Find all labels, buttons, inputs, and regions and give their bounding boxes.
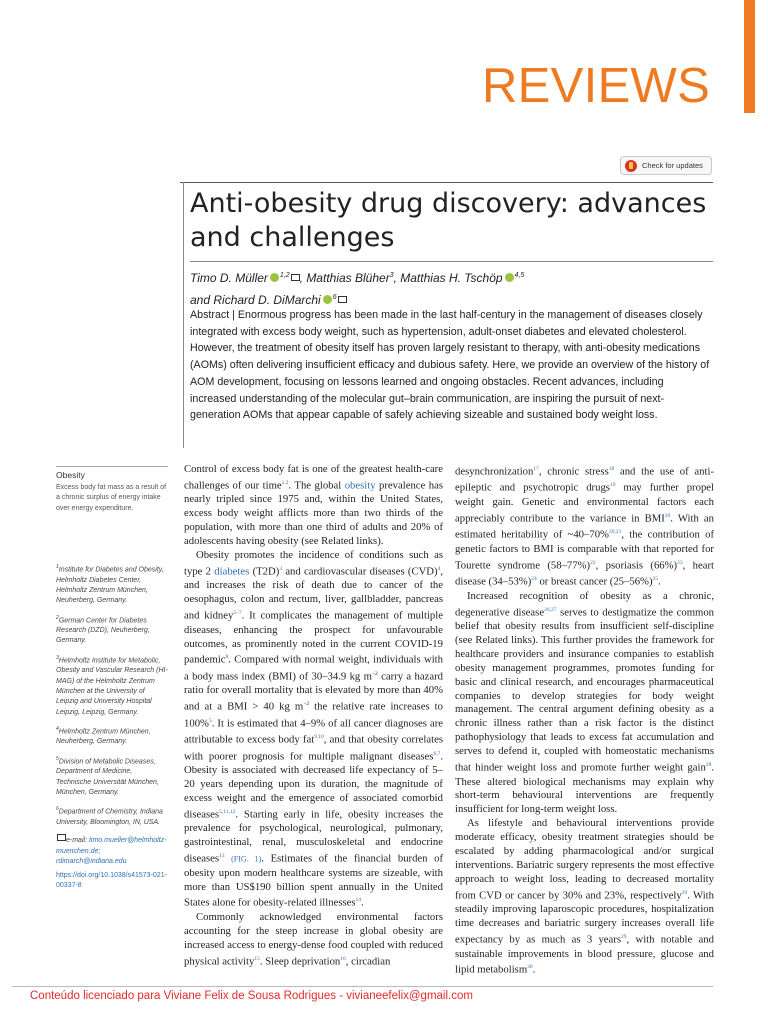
abstract — [190, 307, 710, 424]
author-name[interactable]: Matthias H. Tschöp — [400, 271, 503, 285]
check-for-updates-label: Check for updates — [642, 161, 703, 170]
glossary-term: Obesity — [56, 470, 85, 480]
abstract-label: Abstract — [190, 309, 230, 321]
author-name[interactable]: Timo D. Müller — [190, 271, 268, 285]
check-for-updates-button[interactable] — [620, 156, 712, 175]
glossary-definition: Excess body fat mass as a result of a chronic surplus of energy intake over energy expenditure. — [56, 484, 167, 512]
author-affiliation-sup: 3 — [389, 272, 394, 279]
author-affiliation-sup: 6 — [332, 294, 337, 301]
author-list — [190, 266, 710, 310]
body-paragraph: desynchronization$^{17}$, chronic stress$^{18}$ and the use of anti-epileptic and psychotropic drugs$^{19}$ may further propel weight gain. Genetic and environmental factors each appreciably contribute to the variance in BMI$^{20}$. With an estimated heritability of ~40–70%$^{20,21}$, the contribution of genetic factors to BMI is comparable with that reported for Tourette syndrome $(58-77\%)^{22}$, psoriasis $(66\%)^{23}$, heart disease $(34-53\%)^{24}$ or breast cancer $(25-56\%)^{25}$. — [455, 465, 715, 588]
body-paragraph: Obesity promotes the incidence of conditions such as type 2 diabetes $(T2D)^3$ and cardiovascular diseases (CVD)$^4$, and increases the risk of death due to cancer of the oesophagus, colon and rectum, liver, gallbladder, pancreas and kidney$^{5-7}$. It complicates the management of multiple diseases, enhancing the prospect for unfavourable outcomes, as prominently noted in the current COVID-19 pandemic$^8$. Compared with normal weight, individuals with a body mass index (BMI) of 30–34.9 kg $m^{-2}$ carry a hazard ratio for overall mortality that is elevated by more than 40% and at a BMI > 40 kg $m^{-2}$ the relative rate increases to 100%$^5$. It is estimated that 4–9% of all cancer diagnoses are attributable to excess body fat$^{9,10}$, and that obesity correlates with poorer prognosis for multiple malignant diseases$^{6,7}$. Obesity is associated with decreased life expectancy of 5–20 years depending upon its duration, the magnitude of excess weight and the emergence of associated comorbid diseases$^{5,11,12}$. Starting early in life, obesity increases the prevalence for psychological, neurological, pulmonary, gastrointestinal, renal, musculoskeletal and endocrine diseases$^{13}$ (FIG. 1). Estimates of the financial burden of obesity upon modern healthcare systems are sizeable, with more than US$190 billion spent annually in the United States alone for obesity-related illnesses$^{14}$. — [184, 549, 444, 910]
affiliation-sup: 4 — [56, 725, 59, 732]
affiliation-sup: 1 — [56, 564, 59, 570]
affiliation-text: Helmholtz Institute for Metabolic, Obesity and Vascular Research (HI-MAG) of the Helmholtz Zentrum München at the University of Leipzig and University Hospital Leipzig, Leipzig, Germany. — [56, 657, 168, 716]
license-footer: Conteúdo licenciado para Viviane Felix de Sousa Rodrigues - vivianeefelix@gmail.com — [30, 990, 473, 1002]
glossary-box — [56, 470, 168, 514]
affiliation-sup: 3 — [56, 654, 59, 661]
affiliation-sup: 6 — [56, 806, 59, 813]
doi-link[interactable]: https://doi.org/10.1038/s41573-021-00337-8 — [56, 872, 167, 890]
title-bottom-rule — [190, 261, 713, 262]
article-title: Anti-obesity drug discovery: advances and challenges — [190, 188, 707, 253]
body-paragraph: As lifestyle and behavioural interventions provide moderate efficacy, obesity treatment strategies should be escalated by adding pharmacological and/or surgical interventions. Bariatric surgery represents the most effective approach to weight loss, leading to decreased mortality from CVD or cancer by 30% and 23%, respectively$^{29}$. With steadily improving laparoscopic procedures, hospitalization time decreases and bariatric surgery increases overall life expectancy by as much as 3 years$^{29}$, with notable and sustainable improvements in blood pressure, glucose and lipid metabolism$^{30}$. — [455, 817, 714, 976]
crossmark-icon — [625, 160, 637, 172]
email-addresses[interactable]: timo.mueller@helmholtz-muenchen.de; rdimarch@indiana.edu — [56, 837, 167, 865]
author-and: and — [190, 293, 214, 307]
orcid-icon[interactable] — [505, 273, 514, 282]
affiliation-text: Division of Metabolic Diseases, Department of Medicine, Technische Universität München, München, Germany. — [56, 758, 159, 796]
affiliation — [56, 724, 168, 748]
affiliation — [56, 804, 168, 828]
affiliation — [56, 754, 168, 799]
author-name[interactable]: Matthias Blüher — [306, 271, 390, 285]
email-icon[interactable] — [291, 274, 300, 281]
affiliations — [56, 562, 168, 898]
affiliation — [56, 613, 168, 647]
affiliation-text: Institute for Diabetes and Obesity, Helmholtz Diabetes Center, Helmholtz Zentrum München, Neuherberg, Germany. — [56, 566, 164, 605]
orcid-icon[interactable] — [270, 273, 279, 282]
author-name[interactable]: Richard D. DiMarchi — [213, 293, 321, 307]
section-color-bar — [744, 0, 755, 113]
body-paragraph: Increased recognition of obesity as a chronic, degenerative disease$^{26,27}$ serves to destigmatize the common belief that obesity results from insufficient self-discipline (see Related links). This further provides the framework for healthcare providers and insurance companies to establish obesity management programmes, promotes funding for basic and clinical research, and encourages pharmaceutical companies to develop strategies for body weight management. The central argument defining obesity as a chronic illness rather than a risk factor is the distinct pathophysiology that leads to excess fat accumulation and serves to defend it, coupled with homeostatic mechanisms that hinder weight loss and promote further weight gain$^{28}$. These altered biological mechanisms may explain why short-term behavioural interventions are frequently insufficient for long-term weight loss. — [455, 589, 715, 816]
author-separator: , — [393, 271, 401, 285]
author-separator: , — [299, 271, 307, 285]
affiliation — [56, 653, 168, 718]
author-affiliation-sup: 4,5 — [514, 272, 525, 279]
body-paragraph: Commonly acknowledged environmental factors accounting for the steep increase in global obesity are increased access to energy-dense food coupled with reduced physical activity$^{15}$. Sleep deprivation$^{16}$, circadian — [184, 910, 443, 968]
affiliation-text: Helmholtz Zentrum München, Neuherberg, Germany. — [56, 728, 151, 746]
affiliation-text: German Center for Diabetes Research (DZD), Neuherberg, Germany. — [56, 616, 150, 645]
email-icon — [57, 834, 66, 841]
affiliation-text: Department of Chemistry, Indiana University, Bloomington, IN, USA. — [56, 808, 163, 826]
section-label: REVIEWS — [482, 59, 711, 113]
body-paragraph: Control of excess body fat is one of the greatest health-care challenges of our time$^{1,2}$. The global obesity prevalence has nearly tripled since 1975 and, within the United States, excess body weight afflicts more than two thirds of the population, with more than one third of adults and 20% of adolescents having obesity (see Related links). — [184, 463, 444, 548]
email-line — [56, 834, 168, 867]
affiliation-sup: 2 — [56, 614, 59, 621]
email-icon[interactable] — [338, 296, 347, 303]
author-affiliation-sup: 1,2 — [279, 272, 290, 279]
abstract-separator: | — [229, 309, 238, 321]
email-label: e-mail: — [66, 837, 89, 845]
footer-rule — [12, 986, 713, 987]
abstract-text: Enormous progress has been made in the last half-century in the management of diseases closely integrated with excess body weight, such as hypertension, adult-onset diabetes and elevated cholesterol. However, the treatment of obesity itself has proven largely resistant to therapy, with anti-obesity medications (AOMs) often delivering insufficient efficacy and dubious safety. Here, we provide an overview of the history of AOM development, focusing on lessons learned and ongoing obstacles. Recent advances, including increased understanding of the molecular gut–brain communication, are inspiring the pursuit of next-generation AOMs that appear capable of safely achieving sizeable and sustained body weight loss. — [190, 309, 710, 422]
affiliation-sup: 5 — [56, 755, 59, 762]
affiliation — [56, 562, 168, 607]
body-column-2 — [455, 463, 714, 978]
body-column-1 — [184, 463, 443, 969]
glossary-rule — [56, 466, 168, 467]
title-top-rule — [180, 182, 713, 183]
title-side-rule — [183, 182, 184, 448]
orcid-icon[interactable] — [323, 295, 332, 304]
